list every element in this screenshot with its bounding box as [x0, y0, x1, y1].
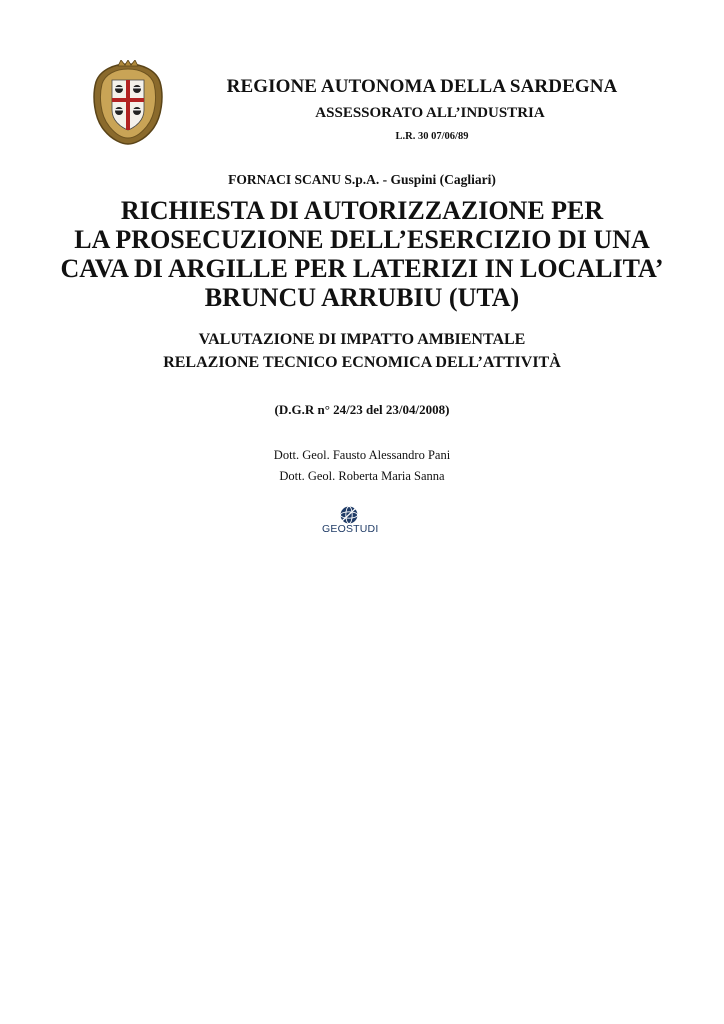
title-line-4: BRUNCU ARRUBIU (UTA) — [204, 283, 520, 312]
law-reference: L.R. 30 07/06/89 — [395, 131, 469, 142]
header-block — [200, 76, 630, 142]
authors-list — [0, 445, 724, 487]
author-1: Dott. Geol. Fausto Alessandro Pani — [273, 448, 451, 462]
title-line-2: LA PROSECUZIONE DELL’ESERCIZIO DI UNA — [74, 225, 650, 254]
region-name: REGIONE AUTONOMA DELLA SARDEGNA — [226, 76, 618, 97]
geostudi-wordmark: GEOSTUDI — [322, 523, 379, 535]
geostudi-logo — [322, 504, 402, 544]
assessorato-name: ASSESSORATO ALL’INDUSTRIA — [315, 105, 545, 121]
title-line-1: RICHIESTA DI AUTORIZZAZIONE PER — [120, 196, 604, 225]
author-2: Dott. Geol. Roberta Maria Sanna — [279, 469, 445, 483]
title-line-3: CAVA DI ARGILLE PER LATERIZI IN LOCALITA’ — [60, 254, 664, 283]
document-title — [0, 196, 724, 312]
company-name: FORNACI SCANU S.p.A. - Guspini (Cagliari) — [228, 172, 496, 187]
sardinia-coat-of-arms-icon — [90, 60, 166, 146]
subtitle-line-2: RELAZIONE TECNICO ECNOMICA DELL’ATTIVITÀ — [163, 354, 561, 371]
subtitle-line-1: VALUTAZIONE DI IMPATTO AMBIENTALE — [198, 331, 526, 348]
dgr-reference: (D.G.R n° 24/23 del 23/04/2008) — [274, 402, 450, 417]
document-subtitle — [0, 328, 724, 374]
